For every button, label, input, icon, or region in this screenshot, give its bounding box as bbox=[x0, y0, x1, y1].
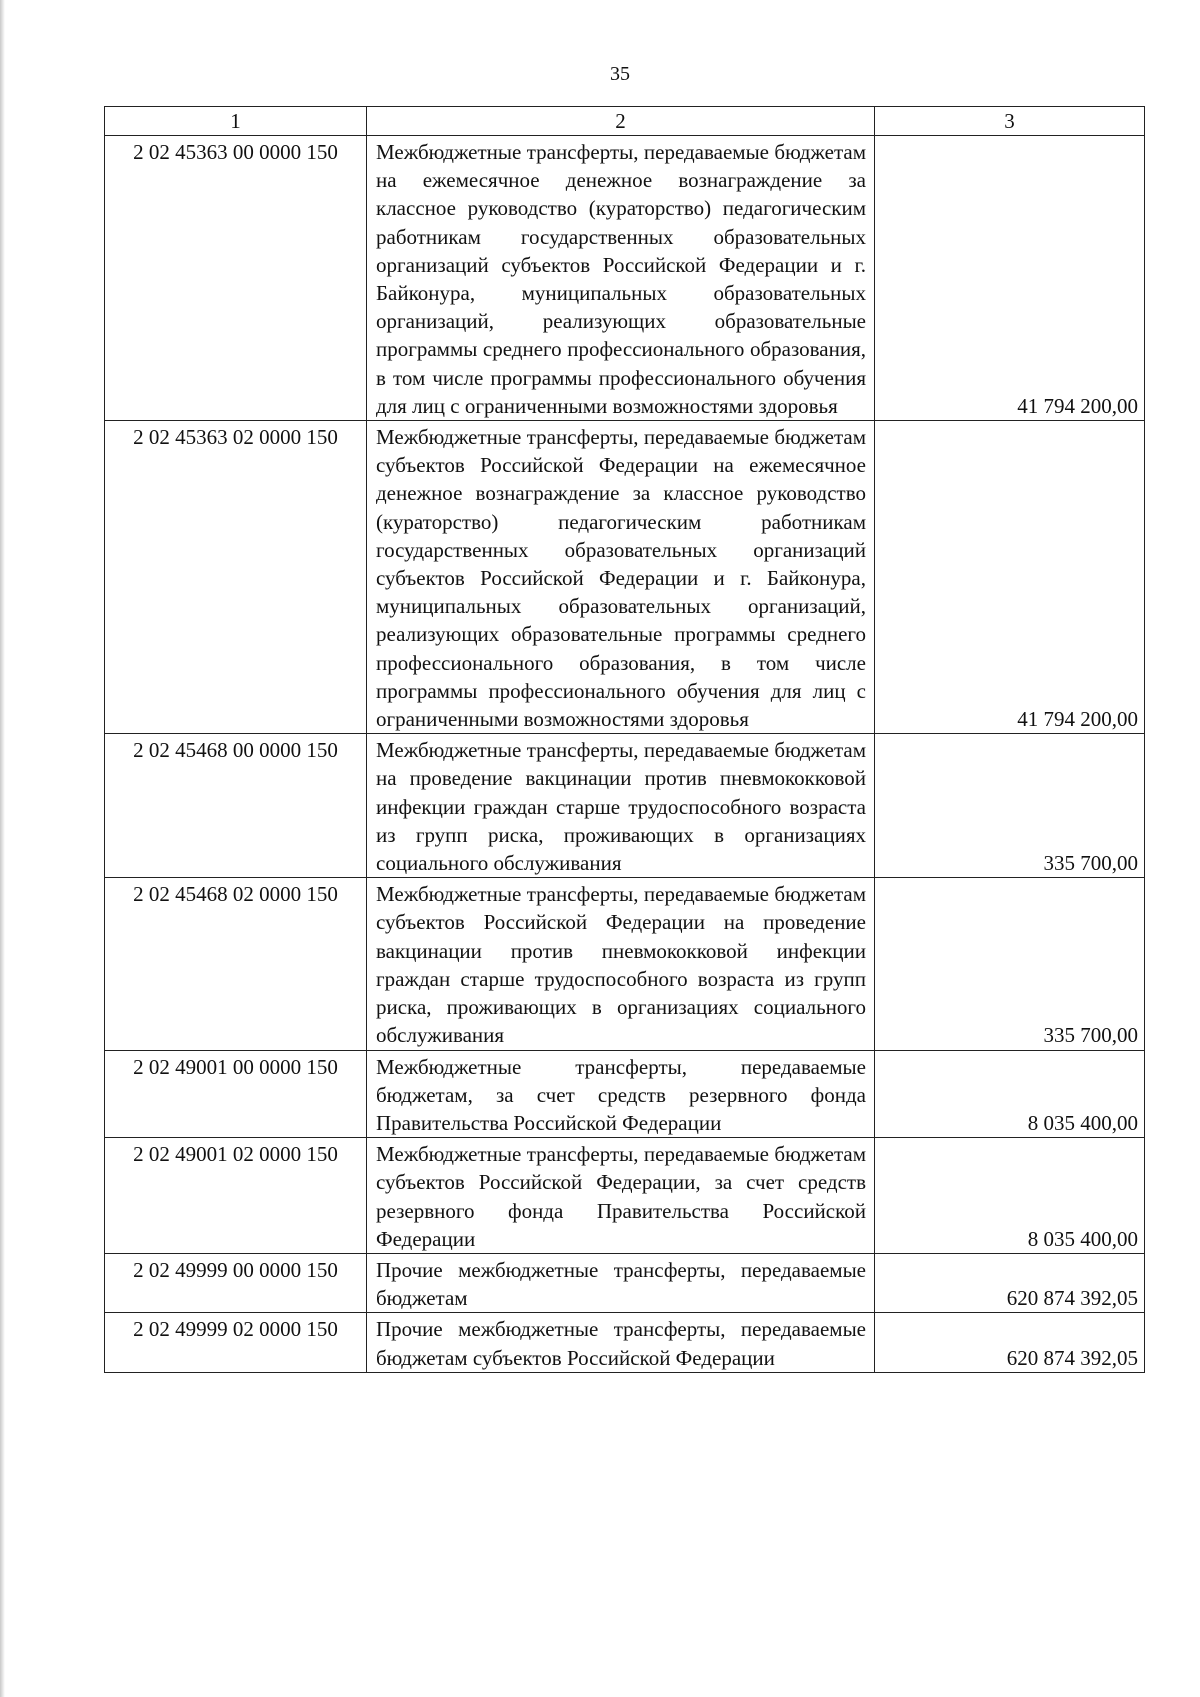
row-amount: 41 794 200,00 bbox=[875, 421, 1145, 734]
row-amount: 620 874 392,05 bbox=[875, 1253, 1145, 1312]
table-row bbox=[105, 1313, 1145, 1372]
row-code: 2 02 49999 00 0000 150 bbox=[105, 1253, 367, 1312]
table-row bbox=[105, 1138, 1145, 1254]
header-col-3: 3 bbox=[875, 107, 1145, 136]
scan-edge-shadow bbox=[0, 0, 5, 1697]
row-name: Межбюджетные трансферты, передаваемые бюджетам субъектов Российской Федерации на проведение вакцинации против пневмококковой инфекции граждан старше трудоспособного возраста из групп риска, проживающих в организациях социального обслуживания bbox=[367, 878, 875, 1050]
row-code: 2 02 49001 02 0000 150 bbox=[105, 1138, 367, 1254]
row-name: Прочие межбюджетные трансферты, передаваемые бюджетам bbox=[367, 1253, 875, 1312]
row-code: 2 02 49999 02 0000 150 bbox=[105, 1313, 367, 1372]
row-amount: 335 700,00 bbox=[875, 734, 1145, 878]
header-col-1: 1 bbox=[105, 107, 367, 136]
row-code: 2 02 45363 00 0000 150 bbox=[105, 136, 367, 421]
page-number: 35 bbox=[610, 63, 630, 85]
table-row bbox=[105, 421, 1145, 734]
row-name: Межбюджетные трансферты, передаваемые бюджетам, за счет средств резервного фонда Правительства Российской Федерации bbox=[367, 1050, 875, 1138]
row-name: Межбюджетные трансферты, передаваемые бюджетам субъектов Российской Федерации на ежемесячное денежное вознаграждение за классное руководство (кураторство) педагогическим работникам государственных образовательных организаций субъектов Российской Федерации и г. Байконура, муниципальных образовательных организаций, реализующих образовательные программы среднего профессионального образования, в том числе программы профессионального обучения для лиц с ограниченными возможностями здоровья bbox=[367, 421, 875, 734]
row-code: 2 02 45363 02 0000 150 bbox=[105, 421, 367, 734]
table-row bbox=[105, 734, 1145, 878]
row-code: 2 02 45468 02 0000 150 bbox=[105, 878, 367, 1050]
row-name: Межбюджетные трансферты, передаваемые бюджетам субъектов Российской Федерации, за счет средств резервного фонда Правительства Российской Федерации bbox=[367, 1138, 875, 1254]
row-name: Межбюджетные трансферты, передаваемые бюджетам на проведение вакцинации против пневмококковой инфекции граждан старше трудоспособного возраста из групп риска, проживающих в организациях социального обслуживания bbox=[367, 734, 875, 878]
row-code: 2 02 45468 00 0000 150 bbox=[105, 734, 367, 878]
row-name: Прочие межбюджетные трансферты, передаваемые бюджетам субъектов Российской Федерации bbox=[367, 1313, 875, 1372]
budget-table bbox=[104, 106, 1145, 1373]
row-amount: 335 700,00 bbox=[875, 878, 1145, 1050]
row-amount: 8 035 400,00 bbox=[875, 1050, 1145, 1138]
header-col-2: 2 bbox=[367, 107, 875, 136]
row-amount: 41 794 200,00 bbox=[875, 136, 1145, 421]
table-header-row bbox=[105, 107, 1145, 136]
table-row bbox=[105, 1050, 1145, 1138]
row-amount: 8 035 400,00 bbox=[875, 1138, 1145, 1254]
row-name: Межбюджетные трансферты, передаваемые бюджетам на ежемесячное денежное вознаграждение за классное руководство (кураторство) педагогическим работникам государственных образовательных организаций субъектов Российской Федерации и г. Байконура, муниципальных образовательных организаций, реализующих образовательные программы среднего профессионального образования, в том числе программы профессионального обучения для лиц с ограниченными возможностями здоровья bbox=[367, 136, 875, 421]
table-row bbox=[105, 878, 1145, 1050]
table-row bbox=[105, 1253, 1145, 1312]
row-amount: 620 874 392,05 bbox=[875, 1313, 1145, 1372]
row-code: 2 02 49001 00 0000 150 bbox=[105, 1050, 367, 1138]
table-row bbox=[105, 136, 1145, 421]
